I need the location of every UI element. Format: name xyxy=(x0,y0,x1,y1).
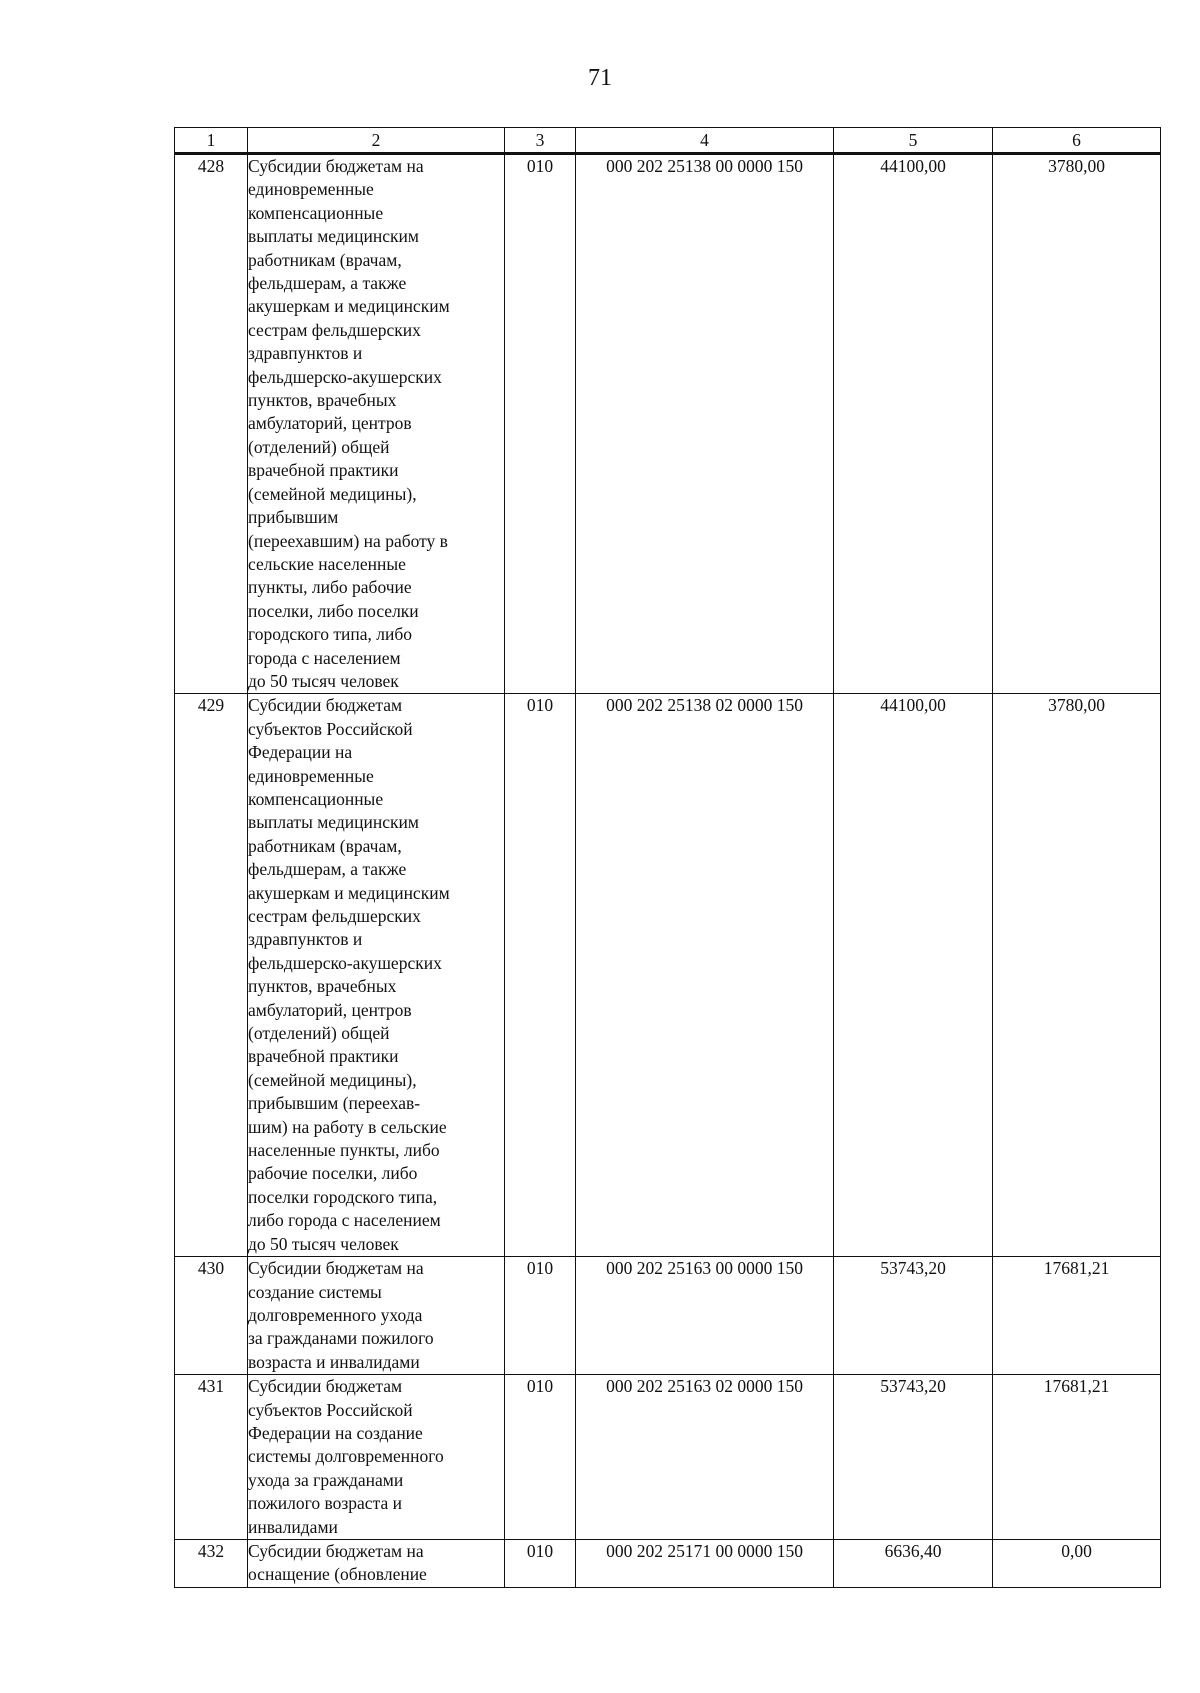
row-name-line: системы долговременного xyxy=(248,1446,444,1467)
row-name-line: создание системы xyxy=(248,1281,382,1302)
row-value-col5: 53743,20 xyxy=(834,1257,993,1375)
header-col-1: 1 xyxy=(175,128,248,154)
row-name-line: до 50 тысяч человек xyxy=(248,1233,399,1254)
row-number: 430 xyxy=(175,1257,248,1375)
row-name-line: сестрам фельдшерских xyxy=(248,319,421,340)
row-name-line: акушеркам и медицинским xyxy=(248,882,450,903)
row-name-line: Субсидии бюджетам на xyxy=(248,1540,424,1561)
row-name-line: поселки городского типа, xyxy=(248,1186,438,1207)
row-name-line: акушеркам и медицинским xyxy=(248,296,450,317)
row-name-line: ухода за гражданами xyxy=(248,1469,404,1490)
header-col-4: 4 xyxy=(576,128,834,154)
row-name-line: субъектов Российской xyxy=(248,718,413,739)
table-row xyxy=(175,1539,1161,1587)
row-name xyxy=(248,1375,505,1540)
row-name-line: работникам (врачам, xyxy=(248,835,402,856)
row-name-line: фельдшерам, а также xyxy=(248,273,407,294)
row-value-col6: 3780,00 xyxy=(993,694,1161,1257)
row-name-line: Субсидии бюджетам xyxy=(248,1376,403,1397)
row-kbk: 000 202 25171 00 0000 150 xyxy=(576,1539,834,1587)
row-value-col5: 44100,00 xyxy=(834,694,993,1257)
row-name-line: поселки, либо поселки xyxy=(248,600,419,621)
row-name-line: пунктов, врачебных xyxy=(248,976,397,997)
row-name-line: до 50 тысяч человек xyxy=(248,670,399,691)
row-name-line: населенные пункты, либо xyxy=(248,1140,440,1161)
row-value-col5: 44100,00 xyxy=(834,154,993,694)
row-name xyxy=(248,154,505,694)
row-name-line: Субсидии бюджетам на xyxy=(248,156,424,176)
row-name-line: рабочие поселки, либо xyxy=(248,1163,418,1184)
row-name xyxy=(248,694,505,1257)
row-name-line: амбулаторий, центров xyxy=(248,999,412,1020)
row-name-line: сестрам фельдшерских xyxy=(248,906,421,926)
row-name-line: фельдшерско-акушерских xyxy=(248,366,442,387)
row-name-line: (переехавшим) на работу в xyxy=(248,530,448,551)
page-number: 71 xyxy=(588,65,612,91)
header-col-5: 5 xyxy=(834,128,993,154)
table-body xyxy=(175,154,1161,1588)
row-code: 010 xyxy=(505,1257,576,1375)
row-name-line: врачебной практики xyxy=(248,1046,399,1067)
row-name-line: шим) на работу в сельские xyxy=(248,1116,447,1137)
row-name-line: (отделений) общей xyxy=(248,436,390,457)
row-code: 010 xyxy=(505,1375,576,1540)
row-name-line: компенсационные xyxy=(248,202,384,223)
row-kbk: 000 202 25163 02 0000 150 xyxy=(576,1375,834,1540)
row-kbk: 000 202 25163 00 0000 150 xyxy=(576,1257,834,1375)
row-name-line: Субсидии бюджетам на xyxy=(248,1258,424,1279)
row-name-line: амбулаторий, центров xyxy=(248,413,412,434)
budget-table xyxy=(174,127,1161,1588)
row-name-line: долговременного ухода xyxy=(248,1304,423,1325)
row-name-line: городского типа, либо xyxy=(248,624,413,645)
row-name-line: Субсидии бюджетам xyxy=(248,695,403,716)
row-name-line: (семейной медицины), xyxy=(248,1069,417,1090)
row-name-line: пожилого возраста и xyxy=(248,1493,402,1514)
row-name-line: единовременные xyxy=(248,765,374,786)
row-name-line: врачебной практики xyxy=(248,460,399,481)
row-name-line: выплаты медицинским xyxy=(248,812,419,833)
row-name-line: пункты, либо рабочие xyxy=(248,577,412,598)
row-name-line: за гражданами пожилого xyxy=(248,1328,434,1349)
row-name-line: здравпунктов и xyxy=(248,929,363,950)
header-row xyxy=(175,128,1161,154)
header-col-6: 6 xyxy=(993,128,1161,154)
row-value-col6: 17681,21 xyxy=(993,1257,1161,1375)
row-name-line: Федерации на xyxy=(248,742,353,763)
row-name-line: (семейной медицины), xyxy=(248,483,417,504)
header-col-2: 2 xyxy=(248,128,505,154)
table-row xyxy=(175,1257,1161,1375)
row-name xyxy=(248,1257,505,1375)
row-name-line: города с населением xyxy=(248,647,401,668)
row-code: 010 xyxy=(505,154,576,694)
row-value-col5: 6636,40 xyxy=(834,1539,993,1587)
header-col-3: 3 xyxy=(505,128,576,154)
row-name-line: инвалидами xyxy=(248,1516,338,1537)
row-kbk: 000 202 25138 02 0000 150 xyxy=(576,694,834,1257)
row-name-line: либо города с населением xyxy=(248,1210,441,1231)
row-code: 010 xyxy=(505,1539,576,1587)
row-name-line: фельдшерско-акушерских xyxy=(248,952,442,973)
row-name-line: здравпунктов и xyxy=(248,343,363,364)
row-name-line: прибывшим xyxy=(248,507,339,528)
row-code: 010 xyxy=(505,694,576,1257)
row-name-line: компенсационные xyxy=(248,788,384,809)
row-name-line: возраста и инвалидами xyxy=(248,1351,420,1372)
row-name-line: фельдшерам, а также xyxy=(248,859,407,880)
row-number: 432 xyxy=(175,1539,248,1587)
row-name-line: Федерации на создание xyxy=(248,1422,423,1443)
row-number: 431 xyxy=(175,1375,248,1540)
row-name-line: единовременные xyxy=(248,179,374,200)
table-row xyxy=(175,1375,1161,1540)
row-name-line: прибывшим (переехав- xyxy=(248,1093,421,1114)
row-name xyxy=(248,1539,505,1587)
row-name-line: работникам (врачам, xyxy=(248,249,402,270)
row-value-col6: 17681,21 xyxy=(993,1375,1161,1540)
table-row xyxy=(175,694,1161,1257)
row-name-line: (отделений) общей xyxy=(248,1023,390,1044)
row-number: 429 xyxy=(175,694,248,1257)
row-value-col6: 3780,00 xyxy=(993,154,1161,694)
row-number: 428 xyxy=(175,154,248,694)
row-name-line: сельские населенные xyxy=(248,553,406,574)
row-kbk: 000 202 25138 00 0000 150 xyxy=(576,154,834,694)
row-value-col6: 0,00 xyxy=(993,1539,1161,1587)
row-name-line: субъектов Российской xyxy=(248,1399,413,1420)
row-name-line: оснащение (обновление xyxy=(248,1564,427,1585)
row-value-col5: 53743,20 xyxy=(834,1375,993,1540)
table-row xyxy=(175,154,1161,694)
row-name-line: пунктов, врачебных xyxy=(248,390,397,411)
row-name-line: выплаты медицинским xyxy=(248,226,419,247)
